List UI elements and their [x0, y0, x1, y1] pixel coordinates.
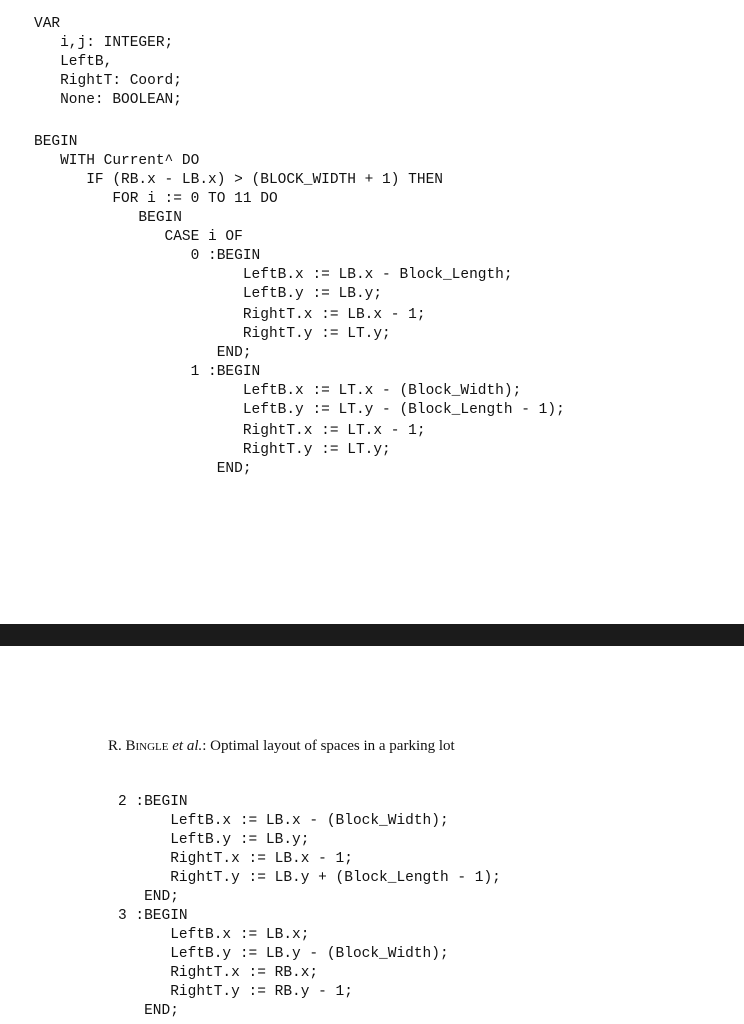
code-line: BEGIN: [34, 210, 182, 226]
code-line: LeftB.x := LB.x;: [118, 927, 310, 943]
code-line: RightT.x := LB.x - 1;: [118, 851, 353, 867]
code-line: VAR: [34, 16, 61, 32]
code-line: 1 :BEGIN: [34, 364, 261, 380]
code-line: END;: [34, 345, 252, 361]
code-line: END;: [34, 461, 252, 477]
code-line: END;: [118, 889, 179, 905]
code-line: LeftB.y := LB.y - (Block_Width);: [118, 946, 449, 962]
code-line: CASE i OF: [34, 229, 243, 245]
code-line: IF (RB.x - LB.x) > (BLOCK_WIDTH + 1) THEN: [34, 172, 443, 188]
page-divider: [0, 624, 744, 646]
code-line: LeftB.x := LB.x - (Block_Width);: [118, 813, 449, 829]
code-line: None: BOOLEAN;: [34, 92, 182, 108]
code-line: LeftB,: [34, 54, 113, 70]
code-line: 0 :BEGIN: [34, 248, 261, 264]
running-head-author: R. Bingle: [108, 738, 169, 754]
code-line: RightT.x := LT.x - 1;: [34, 423, 426, 439]
code-line: RightT.y := LT.y;: [34, 442, 391, 458]
code-line: 2 :BEGIN: [118, 794, 188, 810]
code-line: RightT.x := LB.x - 1;: [34, 307, 426, 323]
code-line: RightT.y := RB.y - 1;: [118, 984, 353, 1000]
running-head-etal: et al.: [172, 738, 203, 754]
code-line: BEGIN: [34, 134, 78, 150]
code-line: LeftB.x := LT.x - (Block_Width);: [34, 383, 522, 399]
running-head-title: : Optimal layout of spaces in a parking lot: [202, 738, 455, 754]
code-line: END;: [118, 1003, 179, 1019]
code-line: RightT.y := LB.y + (Block_Length - 1);: [118, 870, 501, 886]
code-line: LeftB.y := LB.y;: [34, 286, 383, 302]
code-line: WITH Current^ DO: [34, 153, 200, 169]
code-line: LeftB.y := LB.y;: [118, 832, 310, 848]
code-line: i,j: INTEGER;: [34, 35, 174, 51]
code-line: RightT.y := LT.y;: [34, 326, 391, 342]
code-line: RightT.x := RB.x;: [118, 965, 319, 981]
code-line: LeftB.x := LB.x - Block_Length;: [34, 267, 513, 283]
code-line: 3 :BEGIN: [118, 908, 188, 924]
running-head: [108, 738, 455, 755]
code-line: LeftB.y := LT.y - (Block_Length - 1);: [34, 402, 565, 418]
code-line: RightT: Coord;: [34, 73, 182, 89]
code-line: FOR i := 0 TO 11 DO: [34, 191, 278, 207]
